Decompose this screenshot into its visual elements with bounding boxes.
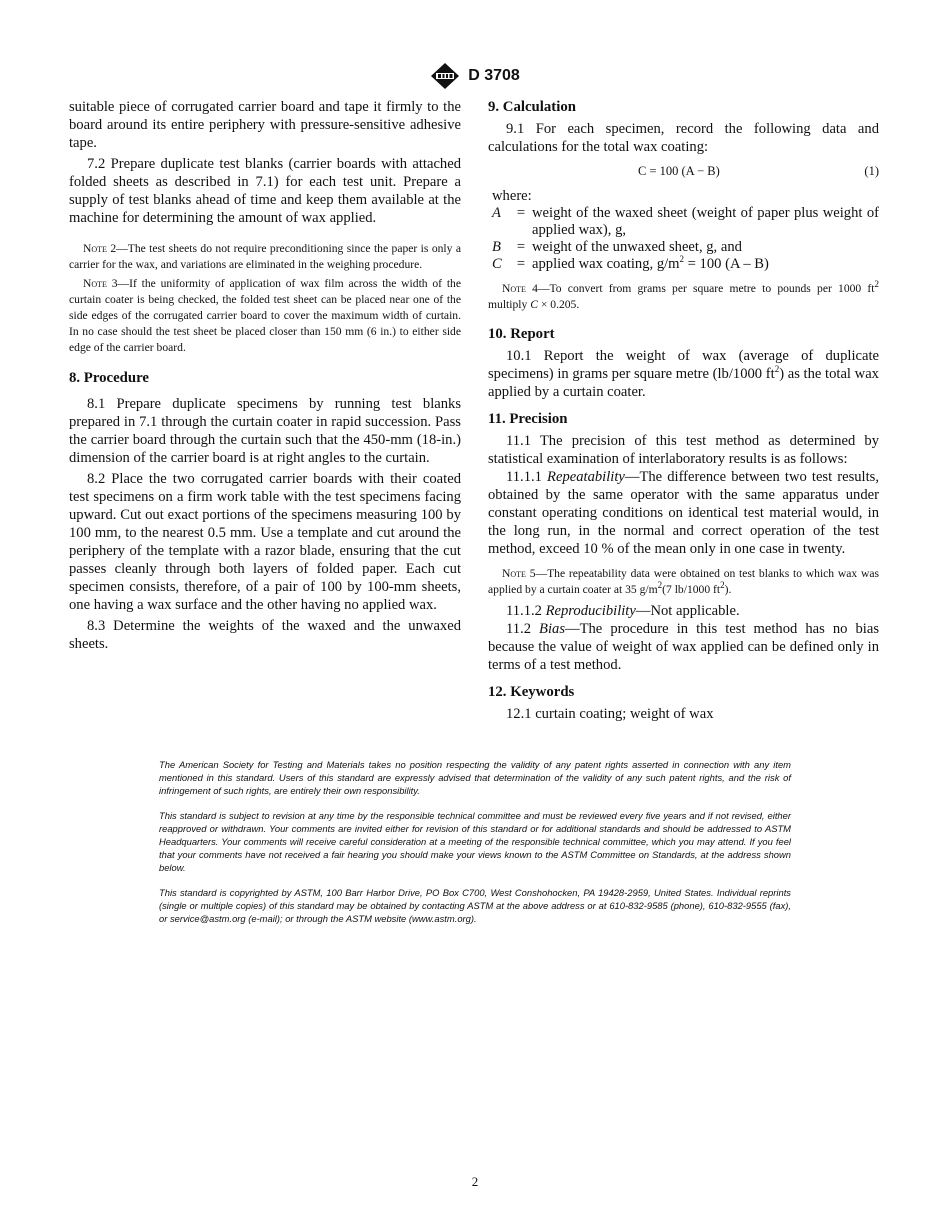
footer-revision-notice: This standard is subject to revision at any time by the responsible technical committee and must be reviewed every five years and if not revised, either reapproved or withdrawn. Your comments are invited either for revision of this standard or for additional standards and should be addressed to ASTM Headquarters. Your comments will receive careful consideration at a meeting of the responsible technical committee, which you may attend. If you feel that your comments have not received a fair hearing you should make your views known to the ASTM Committee on Standards, at the address shown below. [159,810,791,873]
variable-definitions [488,205,879,273]
superscript: 2 [774,364,780,375]
standard-designation: D 3708 [468,67,520,84]
note-variable: C [530,298,538,311]
note-3 [69,276,461,356]
desc-text: = 100 (A – B) [684,256,769,272]
note-text: —If the uniformity of application of wax film across the width of the curtain coater is being checked, the folded test sheet can be placed near one of the side edges of the corrugated carrier board to cover the maximum width of curtain. In no case should the test sheet be placed closer than 150 mm (6 in.) to either side edge of the carrier board. [69,277,461,354]
section-heading-8: 8. Procedure [69,370,149,386]
paragraph-12-1: 12.1 curtain coating; weight of wax [506,706,714,722]
para-text: 10.1 Report the weight of wax (average of duplicate specimens) in grams per square metre (lb/1000 ft [488,348,879,382]
section-heading-12: 12. Keywords [488,684,575,700]
note-text: —The test sheets do not require preconditioning since the paper is only a carrier for the wax, and variations are eliminated in the weighing procedure. [69,242,461,271]
para-term: Bias [539,621,565,637]
section-heading-11: 11. Precision [488,411,568,427]
variable-description [532,256,879,273]
superscript: 2 [720,580,725,591]
section-heading-9: 9. Calculation [488,99,576,115]
note-text: —To convert from grams per square metre to pounds per 1000 ft [537,282,875,295]
astm-logo-icon [430,62,460,90]
superscript: 2 [874,279,879,290]
where-label: where: [492,188,532,204]
variable-equals: = [516,239,526,255]
page-number: 2 [471,1174,479,1189]
variable-equals: = [516,205,526,221]
note-4 [488,281,879,313]
paragraph-8-1: 8.1 Prepare duplicate specimens by running test blanks prepared in 7.1 through the curtain coater in rapid succession. Pass the carrier board through the curtain such that the 450-mm (18-in.) dimension of the carrier board is at right angles to the curtain. [69,396,461,466]
paragraph-8-2: 8.2 Place the two corrugated carrier boards with their coated test specimens on a firm work table with the test specimens facing upward. Cut out exact portions of the specimens measuring 100 by 100 mm, to the nearest 0.5 mm. Use a template and cut around the periphery of the template with a razor blade, ensuring that the cut passes cleanly through both layers of folded paper. Each cut specimen consists, therefore, of a pair of 100 by 100-mm sheets, one having a wax surface and the other having no applied wax. [69,471,461,613]
legal-footer [159,758,791,937]
note-text: multiply [488,298,531,311]
variable-description: weight of the waxed sheet (weight of paper plus weight of applied wax), g, [532,205,879,238]
note-text: ). [724,583,732,596]
para-number: 11.1.2 [506,603,546,619]
variable-row [488,256,879,273]
superscript: 2 [679,254,685,265]
para-text: —Not applicable. [635,603,740,619]
paragraph-9-1: 9.1 For each specimen, record the following data and calculations for the total wax coating: [488,121,879,155]
paragraph-11-1-1 [488,468,879,558]
note-text: × 0.205. [537,298,580,311]
paragraph-11-1-2 [488,602,879,620]
note-label: Note 2 [83,242,117,255]
note-label: Note 5 [502,567,536,580]
para-term: Reproducibility [545,603,636,619]
paragraph-11-1: 11.1 The precision of this test method as determined by statistical examination of interlaboratory results is as follows: [488,433,879,467]
footer-copyright-notice: This standard is copyrighted by ASTM, 100 Barr Harbor Drive, PO Box C700, West Conshohocken, PA 19428-2959, United States. Individual reprints (single or multiple copies) of this standard may be obtained by contacting ASTM at the above address or at 610-832-9585 (phone), 610-832-9555 (fax), or service@astm.org (e-mail); or through the ASTM website (www.astm.org). [159,887,791,924]
note-label: Note 3 [83,277,118,290]
para-text: —The procedure in this test method has no bias because the value of weight of wax applied can be defined only in terms of a test method. [488,621,879,673]
variable-equals: = [516,256,526,272]
page-header [0,62,950,90]
para-number: 11.2 [506,621,540,637]
paragraph-8-3: 8.3 Determine the weights of the waxed and the unwaxed sheets. [69,618,461,652]
paragraph-7-2: 7.2 Prepare duplicate test blanks (carrier boards with attached folded sheets as described in 7.1) for each test unit. Prepare a supply of test blanks ahead of time and keep them available at the machine for determining the amount of wax applied. [69,156,461,226]
variable-symbol: A [492,205,501,221]
variable-description: weight of the unwaxed sheet, g, and [532,239,742,255]
variable-symbol: C [492,256,502,272]
para-text: ) as the total wax applied by a curtain coater. [488,366,879,400]
note-text: (7 lb/1000 ft [662,583,721,596]
desc-text: applied wax coating, g/m [532,256,680,272]
note-label: Note 4 [502,282,538,295]
superscript: 2 [657,580,663,591]
paragraph-10-1 [488,347,879,401]
equation-formula: C = 100 (A − B) [638,164,720,178]
para-text: —The difference between two test results, obtained by the same operator with the same apparatus under constant operating conditions on identical test material would, in the long run, in the normal and correct operation of the test method, exceed 10 % of the mean only in one case in twenty. [488,469,879,557]
note-text: —The repeatability data were obtained on test blanks to which wax was applied by a curtain coater at 35 g/m [488,567,879,596]
left-column [69,98,461,653]
equation-number: (1) [864,164,879,178]
footer-patent-notice: The American Society for Testing and Materials takes no position respecting the validity of any patent rights asserted in connection with any item mentioned in this standard. Users of this standard are expressly advised that determination of the validity of any such patent rights, and the risk of infringement of such rights, are entirely their own responsibility. [159,759,791,796]
note-2 [69,241,461,273]
paragraph-11-2 [488,620,879,674]
para-number: 11.1.1 [506,469,548,485]
section-heading-10: 10. Report [488,326,555,342]
note-5 [488,566,879,598]
paragraph-7-1-continued: suitable piece of corrugated carrier board and tape it firmly to the board around its entire periphery with pressure-sensitive adhesive tape. [69,99,461,151]
para-term: Repeatability [547,469,625,485]
right-column [488,98,879,723]
equation-1 [488,160,879,182]
variable-row [488,205,879,239]
variable-symbol: B [492,239,501,255]
